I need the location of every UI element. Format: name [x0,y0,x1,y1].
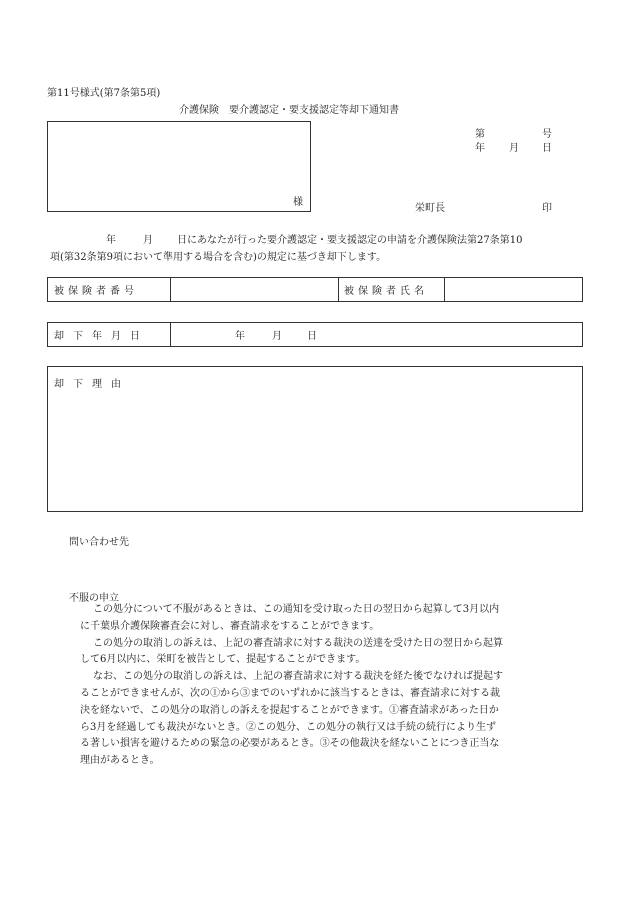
objection-p3-line1: なお、この処分の取消しの訴えは、上記の審査請求に対する裁決を経た後でなければ提起す [93,671,503,683]
issuer-name: 栄町長 [415,203,445,214]
rejection-date-day: 日 [307,331,317,342]
insured-name-field[interactable] [444,278,582,301]
intro-month: 月 [143,235,153,246]
addressee-honorific: 様 [293,197,303,208]
rejection-reason-label: 却下理由 [54,379,130,390]
rejection-date-year: 年 [235,331,245,342]
objection-p2-line1: この処分の取消しの訴えは、上記の審査請求に対する裁決の送達を受けた日の翌日から起算 [93,637,503,649]
objection-p2-line2: して6月以内に、栄町を被告として、提起することができます。 [80,654,366,666]
objection-p1-line2: に千葉県介護保険審査会に対し、審査請求をすることができます。 [80,620,380,632]
doc-number-go: 号 [542,129,552,140]
objection-p3-line3: 決を経ないで、この処分の取消しの訴えを提起することができます。①審査請求があった日か [80,704,499,716]
issue-date-day: 日 [542,143,552,154]
doc-number-dai: 第 [475,129,485,140]
issue-date-year: 年 [475,143,485,154]
insured-name-label: 被保険者氏名 [344,286,428,297]
objection-heading: 不服の申立 [69,593,119,604]
intro-year: 年 [106,235,116,246]
insured-number-field[interactable] [170,278,338,301]
rejection-date-field[interactable] [170,323,582,346]
objection-p3-line6: 理由があるとき。 [80,755,160,767]
rejection-date-label: 却下年月日 [54,331,149,342]
objection-body [80,602,580,770]
objection-p3-line4: ら3月を経過しても裁決がないとき。②この処分、この処分の執行又は手続の続行により生ず [80,721,496,733]
issue-date-month: 月 [509,143,519,154]
intro-text-line1: 日にあなたが行った要介護認定・要支援認定の申請を介護保険法第27条第10 [177,235,523,246]
rejection-reason-box[interactable] [47,366,583,512]
insured-number-label: 被保険者番号 [54,286,138,297]
issuer-seal: 印 [542,203,552,214]
form-number: 第11号様式(第7条第5項) [47,88,161,99]
document-title: 介護保険 要介護認定・要支援認定等却下通知書 [179,105,399,116]
objection-p1-line1: この処分について不服があるときは、この通知を受け取った日の翌日から起算して3月以内 [93,604,500,615]
rejection-date-row [47,322,583,347]
objection-p3-line2: ることができませんが、次の①から③までのいずれかに該当するときは、審査請求に対する裁 [80,687,500,699]
objection-p3-line5: る著しい損害を避けるための緊急の必要があるとき。③その他裁決を経ないことにつき正当な [80,738,500,750]
rejection-date-month: 月 [272,331,282,342]
insured-info-row [47,277,583,302]
inquiry-label: 問い合わせ先 [69,537,129,548]
intro-text-line2: 項(第32条第9項において準用する場合を含む)の規定に基づき却下します。 [50,252,387,263]
addressee-box[interactable] [47,121,311,212]
